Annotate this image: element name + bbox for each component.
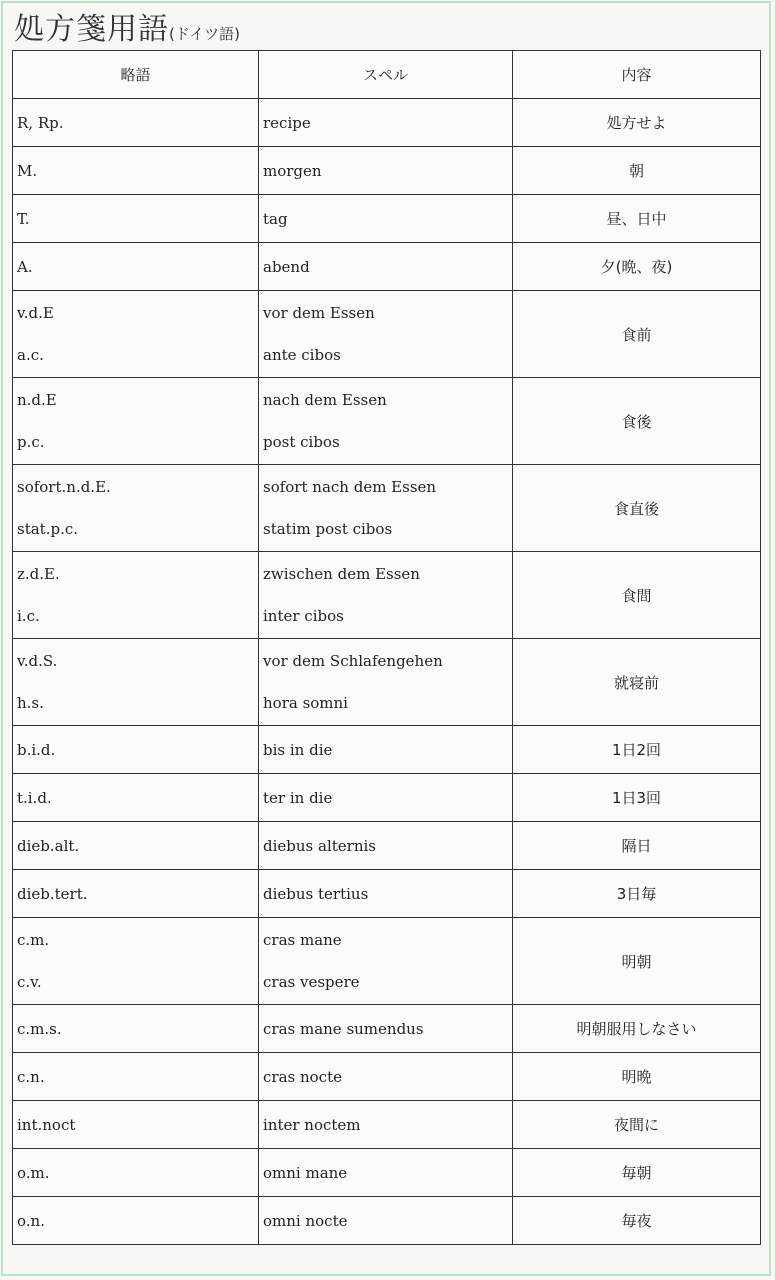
- column-header-abbreviation: 略語: [13, 51, 259, 99]
- spelling-cell-text: cras nocte: [263, 1067, 342, 1086]
- abbreviation-cell: [13, 726, 259, 774]
- table-row: [13, 1197, 761, 1245]
- table-header-row: [13, 51, 761, 99]
- spelling-cell-text: cras mane: [263, 931, 342, 949]
- column-header-spelling: スペル: [259, 51, 513, 99]
- meaning-cell: 食直後: [513, 465, 761, 552]
- spelling-cell: [259, 465, 513, 552]
- abbreviation-cell-text: o.m.: [17, 1163, 50, 1182]
- abbreviation-cell: [13, 822, 259, 870]
- meaning-cell: 明朝服用しなさい: [513, 1005, 761, 1053]
- meaning-cell: 処方せよ: [513, 99, 761, 147]
- spelling-cell-text: tag: [263, 209, 288, 228]
- spelling-cell: [259, 822, 513, 870]
- spelling-cell-text: statim post cibos: [263, 520, 393, 538]
- table-body: [13, 99, 761, 1245]
- abbreviation-cell-text: dieb.tert.: [17, 884, 88, 903]
- meaning-cell: 夜間に: [513, 1101, 761, 1149]
- spelling-cell: [259, 726, 513, 774]
- table-row: [13, 639, 761, 726]
- spelling-cell-text: inter cibos: [263, 607, 344, 625]
- spelling-cell-text: vor dem Schlafengehen: [263, 652, 443, 670]
- meaning-cell: 食前: [513, 291, 761, 378]
- spelling-cell-text: omni nocte: [263, 1211, 348, 1230]
- spelling-cell-text: cras vespere: [263, 973, 360, 991]
- table-row: [13, 774, 761, 822]
- meaning-cell: 就寝前: [513, 639, 761, 726]
- abbreviation-cell: [13, 1101, 259, 1149]
- abbreviation-cell-text: t.i.d.: [17, 788, 52, 807]
- spelling-cell: [259, 243, 513, 291]
- abbreviation-cell-text: v.d.E: [17, 304, 54, 322]
- abbreviation-cell: [13, 1053, 259, 1101]
- abbreviation-cell: [13, 195, 259, 243]
- abbreviation-cell-text: dieb.alt.: [17, 836, 80, 855]
- spelling-cell: [259, 1197, 513, 1245]
- table-row: [13, 378, 761, 465]
- abbreviation-cell-text: h.s.: [17, 694, 44, 712]
- meaning-cell: 食後: [513, 378, 761, 465]
- abbreviation-cell-text: stat.p.c.: [17, 520, 79, 538]
- spelling-cell-text: nach dem Essen: [263, 391, 387, 409]
- abbreviation-cell-text: c.m.: [17, 931, 50, 949]
- spelling-cell: [259, 918, 513, 1005]
- abbreviation-cell-text: int.noct: [17, 1115, 76, 1134]
- spelling-cell: [259, 99, 513, 147]
- abbreviation-cell: [13, 774, 259, 822]
- spelling-cell-text: sofort nach dem Essen: [263, 478, 437, 496]
- meaning-cell: 明晩: [513, 1053, 761, 1101]
- table-row: [13, 1149, 761, 1197]
- spelling-cell-text: diebus alternis: [263, 836, 376, 855]
- abbreviation-cell: [13, 639, 259, 726]
- abbreviation-cell-text: T.: [17, 209, 30, 228]
- abbreviation-cell-text: a.c.: [17, 346, 44, 364]
- column-header-meaning: 内容: [513, 51, 761, 99]
- abbreviation-cell-text: sofort.n.d.E.: [17, 478, 111, 496]
- meaning-cell: 隔日: [513, 822, 761, 870]
- spelling-cell: [259, 774, 513, 822]
- abbreviation-cell-text: o.n.: [17, 1211, 45, 1230]
- abbreviation-cell-text: M.: [17, 161, 38, 180]
- table-row: [13, 291, 761, 378]
- spelling-cell-text: ter in die: [263, 788, 333, 807]
- abbreviation-cell: [13, 1005, 259, 1053]
- abbreviation-cell-text: p.c.: [17, 433, 45, 451]
- abbreviation-cell: [13, 243, 259, 291]
- spelling-cell: [259, 378, 513, 465]
- meaning-cell: 1日3回: [513, 774, 761, 822]
- spelling-cell: [259, 291, 513, 378]
- spelling-cell: [259, 147, 513, 195]
- meaning-cell: 夕(晩、夜): [513, 243, 761, 291]
- spelling-cell-text: diebus tertius: [263, 884, 369, 903]
- table-row: [13, 822, 761, 870]
- spelling-cell-text: post cibos: [263, 433, 340, 451]
- abbreviation-cell-text: A.: [17, 257, 33, 276]
- table-row: [13, 195, 761, 243]
- meaning-cell: 毎夜: [513, 1197, 761, 1245]
- spelling-cell: [259, 1053, 513, 1101]
- abbreviation-cell: [13, 378, 259, 465]
- spelling-cell: [259, 1005, 513, 1053]
- spelling-cell-text: recipe: [263, 113, 311, 132]
- abbreviation-cell: [13, 1197, 259, 1245]
- spelling-cell: [259, 639, 513, 726]
- abbreviation-cell-text: n.d.E: [17, 391, 57, 409]
- spelling-cell-text: inter noctem: [263, 1115, 361, 1134]
- abbreviation-cell-text: b.i.d.: [17, 740, 56, 759]
- spelling-cell-text: zwischen dem Essen: [263, 565, 420, 583]
- abbreviation-cell-text: z.d.E.: [17, 565, 60, 583]
- table-row: [13, 1005, 761, 1053]
- table-row: [13, 1053, 761, 1101]
- table-row: [13, 147, 761, 195]
- abbreviation-cell: [13, 870, 259, 918]
- abbreviation-cell: [13, 99, 259, 147]
- abbreviation-cell: [13, 465, 259, 552]
- table-row: [13, 552, 761, 639]
- spelling-cell-text: ante cibos: [263, 346, 341, 364]
- spelling-cell-text: vor dem Essen: [263, 304, 375, 322]
- spelling-cell-text: omni mane: [263, 1163, 348, 1182]
- abbreviation-cell-text: v.d.S.: [17, 652, 58, 670]
- meaning-cell: 朝: [513, 147, 761, 195]
- abbreviation-cell-text: R, Rp.: [17, 113, 64, 132]
- abbreviation-cell: [13, 291, 259, 378]
- abbreviation-cell: [13, 147, 259, 195]
- spelling-cell-text: cras mane sumendus: [263, 1019, 424, 1038]
- meaning-cell: 食間: [513, 552, 761, 639]
- meaning-cell: 昼、日中: [513, 195, 761, 243]
- page-header: [14, 4, 240, 48]
- spelling-cell: [259, 195, 513, 243]
- abbreviation-cell: [13, 918, 259, 1005]
- page-title: 処方箋用語: [14, 12, 169, 47]
- table-row: [13, 243, 761, 291]
- abbreviation-cell-text: c.m.s.: [17, 1019, 62, 1038]
- prescription-terms-table: [12, 50, 761, 1245]
- abbreviation-cell-text: i.c.: [17, 607, 40, 625]
- meaning-cell: 3日毎: [513, 870, 761, 918]
- abbreviation-cell: [13, 552, 259, 639]
- spelling-cell-text: abend: [263, 257, 310, 276]
- spelling-cell-text: hora somni: [263, 694, 348, 712]
- spelling-cell: [259, 1149, 513, 1197]
- table-row: [13, 1101, 761, 1149]
- meaning-cell: 毎朝: [513, 1149, 761, 1197]
- page-subtitle: (ドイツ語): [169, 25, 240, 43]
- meaning-cell: 明朝: [513, 918, 761, 1005]
- spelling-cell: [259, 552, 513, 639]
- meaning-cell: 1日2回: [513, 726, 761, 774]
- table-row: [13, 99, 761, 147]
- table-row: [13, 726, 761, 774]
- spelling-cell: [259, 870, 513, 918]
- spelling-cell: [259, 1101, 513, 1149]
- abbreviation-cell: [13, 1149, 259, 1197]
- table-row: [13, 918, 761, 1005]
- abbreviation-cell-text: c.v.: [17, 973, 42, 991]
- spelling-cell-text: bis in die: [263, 740, 333, 759]
- abbreviation-cell-text: c.n.: [17, 1067, 45, 1086]
- spelling-cell-text: morgen: [263, 161, 322, 180]
- table-row: [13, 870, 761, 918]
- table-row: [13, 465, 761, 552]
